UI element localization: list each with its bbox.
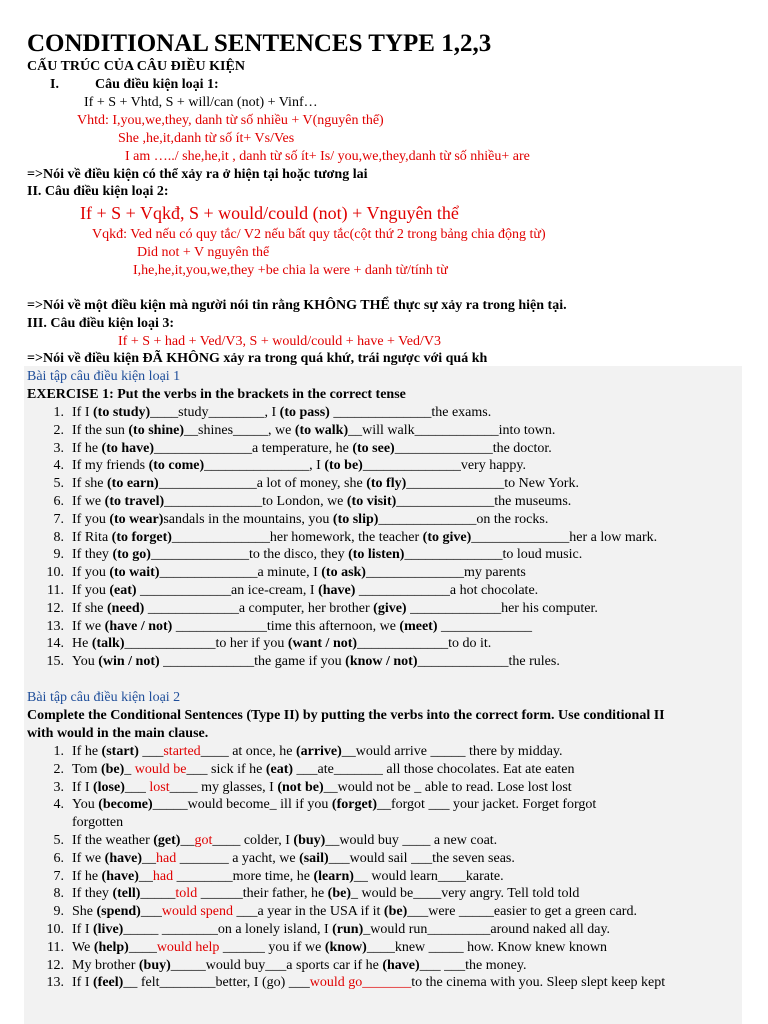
item-text: (to wait) [109, 565, 160, 581]
item-text: ______________to the disco, they [150, 547, 349, 563]
item-text: __ [138, 868, 153, 884]
item-text: (to visit) [346, 494, 397, 509]
type1-meaning: =>Nói về điều kiện có thể xảy ra ở hiện tại hoặc tương lai [27, 167, 368, 182]
item-text: If you [72, 565, 110, 581]
item-number: 7. [53, 868, 64, 884]
item-text: ___ [138, 744, 164, 759]
item-number: 5. [53, 476, 64, 492]
item-text: ______________a lot of money, she [158, 476, 367, 492]
item-text: (feel) [93, 975, 124, 991]
item-text: ______________very happy. [362, 458, 527, 474]
item-text: (be) [100, 761, 125, 777]
item-text: _____________the rules. [417, 654, 560, 670]
item-text: My brother [72, 957, 139, 973]
item-text: got [194, 833, 213, 848]
exercise-item [42, 600, 598, 617]
item-text: ______________the exams. [329, 405, 492, 420]
item-text: _____________to her if you [124, 636, 288, 652]
item-text: (arrive) [295, 744, 342, 759]
item-text: ___ [124, 779, 150, 795]
item-number: 1. [53, 744, 64, 759]
item-text: (to fly) [366, 476, 407, 492]
item-text: started [163, 744, 201, 759]
item-text: (want / not) [287, 636, 358, 652]
type1-note-2: She ,he,it,danh từ số ít+ Vs/Ves [118, 131, 295, 146]
item-text: ____study________, I [150, 405, 280, 420]
item-number: 2. [53, 422, 64, 438]
item-text: (forget) [331, 797, 377, 813]
exercise-item [42, 653, 560, 670]
item-text: _____________a computer, her brother [144, 600, 374, 616]
item-text: (learn) [313, 868, 354, 884]
item-text: __shines_____, we [184, 422, 295, 438]
item-text: ______________to New York. [406, 476, 579, 492]
item-text: If my friends [72, 458, 149, 474]
item-text: ______________her a low mark. [471, 529, 658, 545]
type2-meaning: =>Nói về một điều kiện mà người nói tin rằng KHÔNG THỂ thực sự xảy ra trong hiện tại. [27, 298, 567, 313]
item-text: ____ colder, I [212, 833, 294, 848]
item-text: __ felt________better, I (go) ___ [123, 975, 310, 991]
exercise2-section-title: Bài tập câu điều kiện loại 2 [27, 690, 181, 705]
item-text: (to have) [101, 440, 155, 456]
type3-meaning: =>Nói về điều kiện ĐÃ KHÔNG xảy ra trong quá khứ, trái ngược với quá kh [27, 351, 488, 366]
item-text: (be) [383, 904, 408, 920]
exercise-item [42, 939, 607, 956]
item-text: (to slip) [332, 511, 379, 527]
type1-formula: If + S + Vhtd, S + will/can (not) + Vinf… [84, 95, 318, 110]
item-text: (know / not) [345, 654, 418, 670]
item-text: If they [72, 886, 113, 902]
item-text: (talk) [91, 636, 125, 652]
item-text: (not be) [277, 779, 324, 795]
item-text: (be) [327, 886, 351, 902]
item-number: 3. [53, 440, 64, 456]
exercise-item [42, 422, 555, 439]
item-text: ___a year in the USA if it [233, 904, 384, 920]
item-number: 11. [47, 583, 64, 598]
item-text: ___ ___the money. [419, 957, 527, 973]
item-number: 12. [46, 957, 64, 973]
item-text: (buy) [293, 833, 326, 848]
item-text: If she [72, 476, 107, 492]
exercise-item [42, 618, 532, 635]
item-text: If I [72, 975, 93, 991]
item-number: 6. [53, 850, 64, 866]
item-text: (to ask) [321, 565, 366, 581]
structure-heading: CẤU TRÚC CỦA CÂU ĐIỀU KIỆN [27, 59, 245, 74]
item-number: 3. [53, 779, 64, 795]
item-text: (need) [107, 600, 145, 616]
item-text: (spend) [96, 904, 141, 920]
item-text: (to wear) [109, 511, 164, 527]
exercise-item [42, 635, 491, 652]
exercise-item [42, 779, 572, 796]
type2-note-3: I,he,he,it,you,we,they +be chia la were + danh từ/tính từ [133, 263, 448, 278]
item-number: 8. [53, 886, 64, 902]
item-text: ______________to loud music. [404, 547, 583, 563]
item-number: 1. [53, 405, 64, 420]
item-text: ______________on the rocks. [378, 511, 549, 527]
item-text: (buy) [138, 957, 171, 973]
item-text: If we [72, 618, 105, 634]
item-text: _____ ________on a lonely island, I [123, 922, 333, 937]
item-text: ______________the museums. [396, 494, 572, 509]
item-text: ___ [140, 904, 162, 920]
item-text: If you [72, 511, 110, 527]
item-text: ___were _____easier to get a green card. [407, 904, 637, 920]
item-number: 10. [46, 922, 64, 937]
type2-heading: II. Câu điều kiện loại 2: [27, 184, 169, 199]
item-text: (to earn) [107, 476, 159, 492]
type1-note-1: Vhtd: I,you,we,they, danh từ số nhiều + V(nguyên thể) [77, 113, 384, 128]
item-number: 6. [53, 494, 64, 509]
exercise1-section-title: Bài tập câu điều kiện loại 1 [27, 369, 181, 384]
exercise-item [42, 529, 657, 546]
item-text: (become) [98, 797, 153, 813]
item-text: (to go) [112, 547, 151, 563]
exercise2-instruction: Complete the Conditional Sentences (Type II) by putting the verbs into the correct form. Use conditional II [27, 708, 665, 723]
exercise-item [42, 868, 504, 885]
item-text: If they [72, 547, 113, 563]
item-text: If you [72, 583, 110, 598]
exercise-item [42, 457, 526, 474]
exercise-item [42, 582, 538, 599]
item-text: If I [72, 779, 93, 795]
item-text: He [72, 636, 92, 652]
item-number: 4. [53, 458, 64, 474]
item-text: ___would sail ___the seven seas. [328, 850, 515, 866]
item-text: __would arrive _____ there by midday. [341, 744, 563, 759]
item-text: _____________the game if you [159, 654, 346, 670]
item-text: You [72, 654, 99, 670]
item-text: ______________the doctor. [394, 440, 552, 456]
item-text: would spend [161, 904, 234, 920]
item-text: __would buy ____ a new coat. [325, 833, 498, 848]
item-text: If he [72, 868, 102, 884]
item-text: would help [156, 939, 220, 955]
item-text: __would not be _ able to read. Lose lost lost [323, 779, 572, 795]
item-text: ______________a minute, I [159, 565, 322, 581]
item-text: (to listen) [348, 547, 405, 563]
item-text: (to shine) [128, 422, 185, 438]
item-text: (have) [318, 583, 356, 598]
item-text: __ [180, 833, 195, 848]
item-text: to the cinema with you. Sleep slept keep kept [411, 975, 666, 991]
item-text: (know) [324, 939, 367, 955]
item-text: _____ [140, 886, 176, 902]
item-text: would go_______ [309, 975, 412, 991]
item-text: _would run_________around naked all day. [363, 922, 611, 937]
item-text: _____________to do it. [357, 636, 492, 652]
item-text: _____would become_ ill if you [152, 797, 332, 813]
item-text: ______their father, he [197, 886, 328, 902]
item-text: (to pass) [279, 405, 330, 420]
item-text: sandals in the mountains, you [163, 511, 333, 527]
item-text: If I [72, 922, 93, 937]
exercise2-instruction-cont: with would in the main clause. [27, 726, 209, 741]
item-text: (give) [373, 600, 407, 616]
exercise-item [42, 903, 637, 920]
type2-formula: If + S + Vqkđ, S + would/could (not) + Vnguyên thể [80, 203, 459, 223]
item-text: ____knew _____ how. Know knew known [366, 939, 608, 955]
item-text: ____ my glasses, I [169, 779, 278, 795]
exercise-item [42, 440, 552, 457]
exercise-item [42, 743, 563, 760]
item-text: lost [149, 779, 170, 795]
item-text: (to walk) [294, 422, 349, 438]
item-text: (win / not) [98, 654, 160, 670]
item-text: Tom [72, 761, 101, 777]
item-text: (have) [101, 868, 139, 884]
item-text: (eat) [265, 761, 294, 777]
item-text: (to see) [352, 440, 395, 456]
page-title: CONDITIONAL SENTENCES TYPE 1,2,3 [27, 30, 492, 57]
item-number: 8. [53, 529, 64, 545]
item-number: 11. [47, 939, 64, 955]
exercise-item [42, 761, 575, 778]
item-text: _____would buy___a sports car if he [170, 957, 383, 973]
item-number: 7. [53, 511, 64, 527]
type1-note-3: I am …../ she,he,it , danh từ số ít+ Is/ you,we,they,danh từ số nhiều+ are [125, 149, 530, 164]
item-text: __will walk____________into town. [348, 422, 556, 438]
item-text: She [72, 904, 97, 920]
item-number: 5. [53, 833, 64, 848]
type2-note-1: Vqkđ: Ved nếu có quy tắc/ V2 nếu bất quy tắc(cột thứ 2 trong bảng chia động từ) [92, 227, 546, 242]
item-text: If the sun [72, 422, 129, 438]
item-text: __ would learn____karate. [353, 868, 504, 884]
item-text: (to forget) [111, 529, 172, 545]
exercise-item [42, 493, 571, 510]
item-text: ___ sick if he [186, 761, 266, 777]
item-text: _____________time this afternoon, we [172, 618, 400, 634]
item-text: If the weather [72, 833, 154, 848]
item-text: We [72, 939, 94, 955]
item-text: (to study) [93, 405, 151, 420]
item-text: ______________a temperature, he [154, 440, 353, 456]
item-text: _____________a hot chocolate. [355, 583, 539, 598]
item-wrap-text: forgotten [72, 815, 124, 831]
item-number: 15. [46, 654, 64, 670]
item-text: had [152, 868, 174, 884]
item-text: If he [72, 440, 102, 456]
item-text: _____________an ice-cream, I [136, 583, 319, 598]
exercise-item [42, 921, 610, 938]
item-text: told [175, 886, 198, 902]
item-text: (start) [101, 744, 139, 759]
item-text: _ [124, 761, 135, 777]
item-text: ______________her homework, the teacher [171, 529, 423, 545]
exercise-item [42, 796, 596, 813]
exercise-item [42, 511, 548, 528]
item-text: You [72, 797, 99, 813]
item-text: _______ a yacht, we [176, 850, 300, 866]
item-text: (eat) [109, 583, 137, 598]
exercise-item [42, 974, 665, 991]
item-text: ______________to London, we [164, 494, 347, 509]
item-text: (to give) [422, 529, 472, 545]
item-number: 13. [46, 975, 64, 991]
item-text: (live) [93, 922, 124, 937]
item-text: If she [72, 600, 107, 616]
item-text: ____ [128, 939, 157, 955]
type2-note-2: Did not + V nguyên thể [137, 245, 270, 260]
item-text: _____________ [437, 618, 532, 634]
exercise-item [42, 404, 491, 421]
exercise-item [42, 850, 515, 867]
exercise-item [42, 475, 579, 492]
item-number: 10. [46, 565, 64, 581]
item-number: 9. [53, 904, 64, 920]
item-text: (to be) [324, 458, 363, 474]
exercise-item [42, 957, 526, 974]
item-text: ______ you if we [219, 939, 325, 955]
exercise-item [42, 832, 497, 849]
item-text: had [155, 850, 177, 866]
type1-numeral: I. [50, 77, 59, 92]
item-text: _____________her his computer. [406, 600, 598, 616]
item-text: _______________, I [204, 458, 325, 474]
item-text: (sail) [299, 850, 329, 866]
item-text: If Rita [72, 529, 112, 545]
item-text: If I [72, 405, 93, 420]
item-text: (to come) [148, 458, 205, 474]
item-text: (run) [332, 922, 364, 937]
item-text: If we [72, 850, 105, 866]
item-text: ________more time, he [173, 868, 314, 884]
item-number: 4. [53, 797, 64, 813]
item-text: (have) [104, 850, 142, 866]
item-text: (get) [153, 833, 181, 848]
exercise1-title: EXERCISE 1: Put the verbs in the brackets in the correct tense [27, 387, 406, 402]
type1-heading: Câu điều kiện loại 1: [95, 77, 219, 92]
item-text: (meet) [399, 618, 438, 634]
item-text: If we [72, 494, 105, 509]
item-text: (to travel) [104, 494, 165, 509]
item-text: ___ate_______ all those chocolates. Eat ate eaten [293, 761, 575, 777]
item-text: (lose) [93, 779, 125, 795]
exercise-item [42, 885, 579, 902]
item-text: If he [72, 744, 102, 759]
item-text: ______________my parents [365, 565, 526, 581]
item-text: _ would be____very angry. Tell told told [350, 886, 580, 902]
item-number: 14. [46, 636, 64, 652]
type3-formula: If + S + had + Ved/V3, S + would/could + have + Ved/V3 [118, 334, 441, 349]
item-number: 13. [46, 618, 64, 634]
type3-heading: III. Câu điều kiện loại 3: [27, 316, 175, 331]
item-number: 12. [46, 600, 64, 616]
item-text: would be [134, 761, 187, 777]
exercise-item [42, 564, 526, 581]
item-text: (have / not) [104, 618, 173, 634]
item-text: __ [141, 850, 156, 866]
item-text: (tell) [112, 886, 141, 902]
item-text: (help) [93, 939, 129, 955]
exercise-item [42, 546, 582, 563]
item-text: ____ at once, he [200, 744, 296, 759]
item-number: 2. [53, 761, 64, 777]
item-number: 9. [53, 547, 64, 563]
item-text: __forgot ___ your jacket. Forget forgot [376, 797, 597, 813]
item-text: (have) [382, 957, 420, 973]
